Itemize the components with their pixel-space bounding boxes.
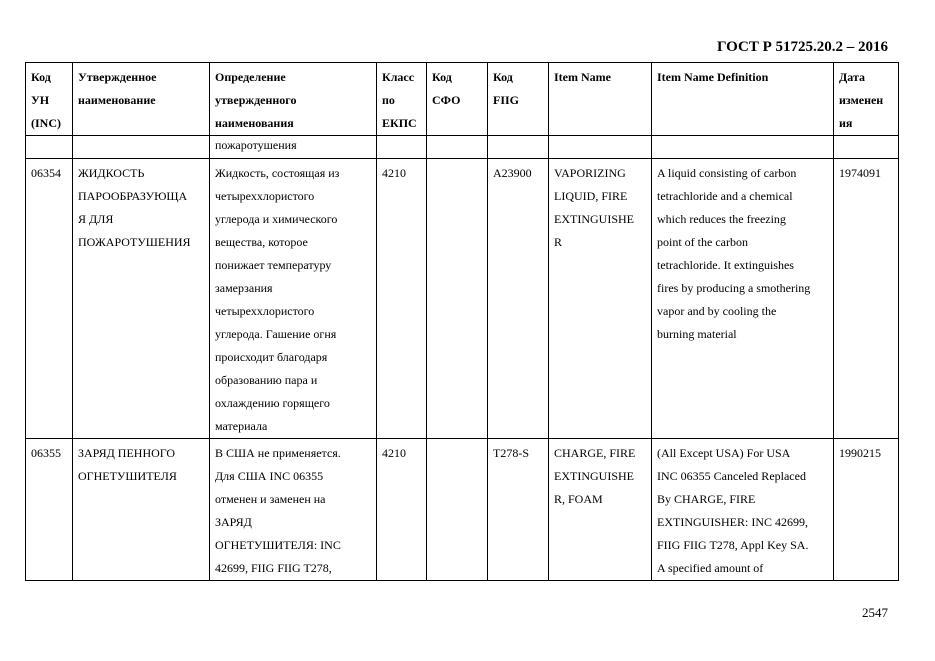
cell-approved-name: ЖИДКОСТЬ ПАРООБРАЗУЮЩА Я ДЛЯ ПОЖАРОТУШЕНИЯ: [73, 159, 210, 439]
table-header-row: [26, 63, 899, 136]
cell-definition: Жидкость, состоящая из четыреххлористого углерода и химического вещества, которое понижает температуру замерзания четыреххлористого углерода. Гашение огня происходит благодаря образованию пара и охлаждению горящего материала: [210, 159, 377, 439]
column-header-class: Класс по ЕКПС: [377, 63, 427, 136]
cell-item-name-definition: A liquid consisting of carbon tetrachloride and a chemical which reduces the freezing point of the carbon tetrachloride. It extinguishes fires by producing a smothering vapor and by cooling the burning material: [652, 159, 834, 439]
cell-item-name: VAPORIZING LIQUID, FIRE EXTINGUISHE R: [549, 159, 652, 439]
column-header-approved-name: Утвержденное наименование: [73, 63, 210, 136]
cell-class: 4210: [377, 159, 427, 439]
continuation-definition: пожаротушения: [210, 136, 377, 159]
continuation-row: [26, 136, 899, 159]
cell-inc: 06355: [26, 439, 73, 581]
column-header-item-name: Item Name: [549, 63, 652, 136]
table-row: [26, 439, 899, 581]
items-table: [25, 62, 899, 581]
cell-change-date: 1974091: [834, 159, 899, 439]
page-number: 2547: [862, 605, 888, 620]
document-header: ГОСТ Р 51725.20.2 – 2016: [716, 39, 888, 55]
column-header-fiig: Код FIIG: [488, 63, 549, 136]
column-header-sfo: Код СФО: [427, 63, 488, 136]
cell-definition: В США не применяется. Для США INC 06355 отменен и заменен на ЗАРЯД ОГНЕТУШИТЕЛЯ: INC 42699, FIIG FIIG T278,: [210, 439, 377, 581]
column-header-item-name-definition: Item Name Definition: [652, 63, 834, 136]
column-header-inc: Код УН (INC): [26, 63, 73, 136]
cell-item-name-definition: (All Except USA) For USA INC 06355 Canceled Replaced By CHARGE, FIRE EXTINGUISHER: INC 42699, FIIG FIIG T278, Appl Key SA. A specified amount of: [652, 439, 834, 581]
cell-inc: 06354: [26, 159, 73, 439]
cell-approved-name: ЗАРЯД ПЕННОГО ОГНЕТУШИТЕЛЯ: [73, 439, 210, 581]
cell-fiig: T278-S: [488, 439, 549, 581]
cell-sfo: [427, 159, 488, 439]
cell-fiig: A23900: [488, 159, 549, 439]
cell-change-date: 1990215: [834, 439, 899, 581]
table-row: [26, 159, 899, 439]
cell-sfo: [427, 439, 488, 581]
cell-class: 4210: [377, 439, 427, 581]
column-header-change-date: Дата изменен ия: [834, 63, 899, 136]
column-header-definition: Определение утвержденного наименования: [210, 63, 377, 136]
cell-item-name: CHARGE, FIRE EXTINGUISHE R, FOAM: [549, 439, 652, 581]
